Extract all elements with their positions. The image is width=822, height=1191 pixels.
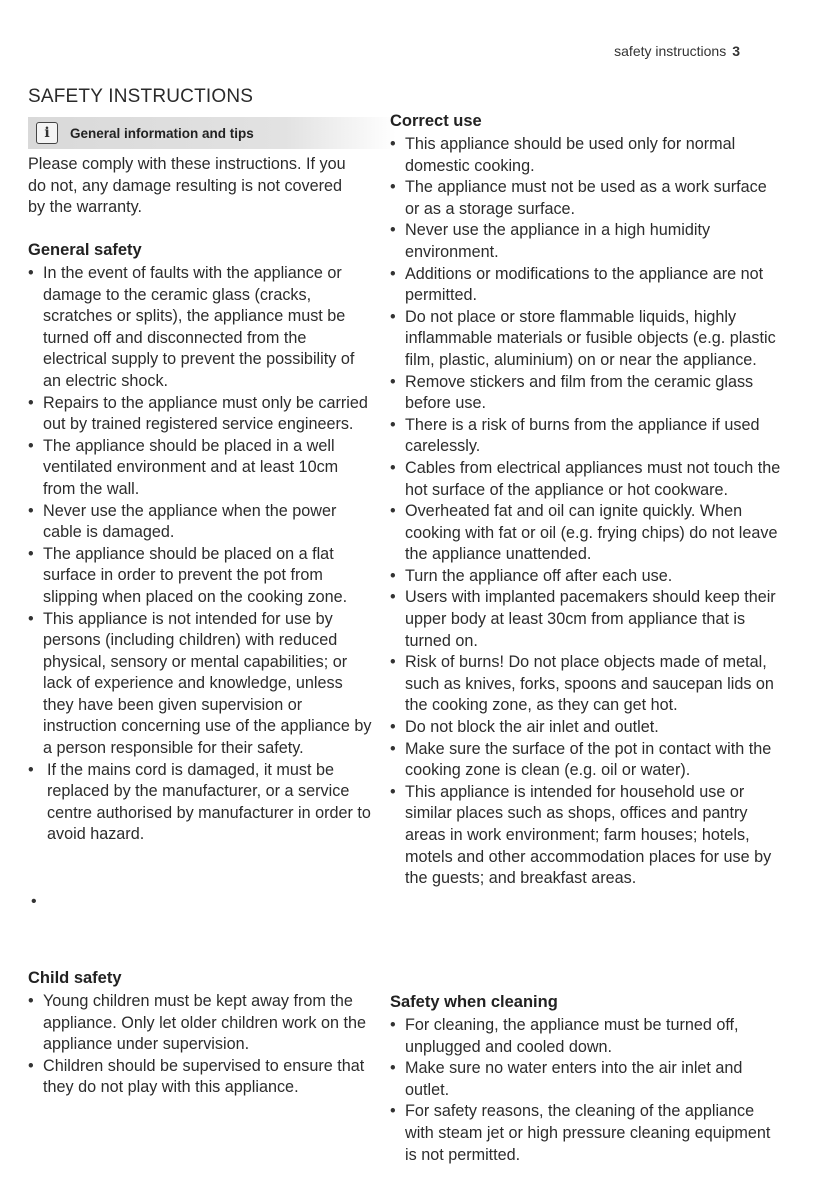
list-item: • If the mains cord is damaged, it must be replaced by the manufacturer, or a service centre authorised by manufacturer in order to avoid hazard. bbox=[28, 760, 373, 846]
list-item: • This appliance should be used only for normal domestic cooking. bbox=[390, 134, 785, 177]
list-item: • Cables from electrical appliances must not touch the hot surface of the appliance or hot cookware. bbox=[390, 458, 785, 501]
list-item: • Do not block the air inlet and outlet. bbox=[390, 717, 785, 739]
intro-paragraph: Please comply with these instructions. If you do not, any damage resulting is not covered by the warranty. bbox=[28, 155, 346, 217]
list-item: • Children should be supervised to ensure that they do not play with this appliance. bbox=[28, 1056, 373, 1099]
tip-banner bbox=[28, 117, 396, 149]
list-item: • For cleaning, the appliance must be turned off, unplugged and cooled down. bbox=[390, 1015, 785, 1058]
info-icon: i bbox=[36, 122, 58, 144]
safety-cleaning-list bbox=[390, 1015, 785, 1166]
list-item: • The appliance should be placed on a flat surface in order to prevent the pot from slipping when placed on the cooking zone. bbox=[28, 544, 373, 609]
list-item: • This appliance is intended for household use or similar places such as shops, offices and pantry areas in work environment; farm houses; hotels, motels and other accommodation places for use by the guests; and breakfast areas. bbox=[390, 782, 785, 890]
list-item: • The appliance must not be used as a work surface or as a storage surface. bbox=[390, 177, 785, 220]
list-item: • Young children must be kept away from the appliance. Only let older children work on the appliance under supervision. bbox=[28, 991, 373, 1056]
list-item: • Additions or modifications to the appliance are not permitted. bbox=[390, 264, 785, 307]
list-item: • Repairs to the appliance must only be carried out by trained registered service engineers. bbox=[28, 393, 373, 436]
list-item: • Make sure no water enters into the air inlet and outlet. bbox=[390, 1058, 785, 1101]
correct-use-list bbox=[390, 134, 785, 890]
child-safety-heading: Child safety bbox=[28, 969, 122, 987]
list-item: • In the event of faults with the appliance or damage to the ceramic glass (cracks, scratches or splits), the appliance must be turned off and disconnected from the electrical supply to prevent the possibility of an electric shock. bbox=[28, 263, 373, 393]
list-item: • Do not place or store flammable liquids, highly inflammable materials or fusible objects (e.g. plastic film, plastic, aluminium) on or near the appliance. bbox=[390, 307, 785, 372]
list-item: • Remove stickers and film from the ceramic glass before use. bbox=[390, 372, 785, 415]
list-item: • Risk of burns! Do not place objects made of metal, such as knives, forks, spoons and saucepan lids on the cooking zone, as they can get hot. bbox=[390, 652, 785, 717]
general-safety-list bbox=[28, 263, 373, 846]
list-item: • There is a risk of burns from the appliance if used carelessly. bbox=[390, 415, 785, 458]
tip-banner-text: General information and tips bbox=[70, 125, 254, 141]
general-safety-heading: General safety bbox=[28, 241, 142, 259]
empty-bullet: • bbox=[31, 893, 37, 910]
safety-cleaning-heading: Safety when cleaning bbox=[390, 993, 558, 1011]
header-text: safety instructions bbox=[614, 43, 727, 59]
list-item: • The appliance should be placed in a well ventilated environment and at least 10cm from the wall. bbox=[28, 436, 373, 501]
correct-use-heading: Correct use bbox=[390, 112, 482, 130]
page-header bbox=[614, 43, 740, 59]
list-item: • Never use the appliance when the power cable is damaged. bbox=[28, 501, 373, 544]
section-title: SAFETY INSTRUCTIONS bbox=[28, 86, 254, 107]
list-item: • Users with implanted pacemakers should keep their upper body at least 30cm from appliance that is turned on. bbox=[390, 587, 785, 652]
list-item: • Never use the appliance in a high humidity environment. bbox=[390, 220, 785, 263]
list-item: • For safety reasons, the cleaning of the appliance with steam jet or high pressure cleaning equipment is not permitted. bbox=[390, 1101, 785, 1166]
list-item: • Overheated fat and oil can ignite quickly. When cooking with fat or oil (e.g. frying chips) do not leave the appliance unattended. bbox=[390, 501, 785, 566]
page-number: 3 bbox=[732, 43, 740, 59]
child-safety-list bbox=[28, 991, 373, 1099]
list-item: • Turn the appliance off after each use. bbox=[390, 566, 785, 588]
list-item: • This appliance is not intended for use by persons (including children) with reduced physical, sensory or mental capabilities; or lack of experience and knowledge, unless they have been given supervision or instruction concerning use of the appliance by a person responsible for their safety. bbox=[28, 609, 373, 760]
list-item: • Make sure the surface of the pot in contact with the cooking zone is clean (e.g. oil or water). bbox=[390, 739, 785, 782]
